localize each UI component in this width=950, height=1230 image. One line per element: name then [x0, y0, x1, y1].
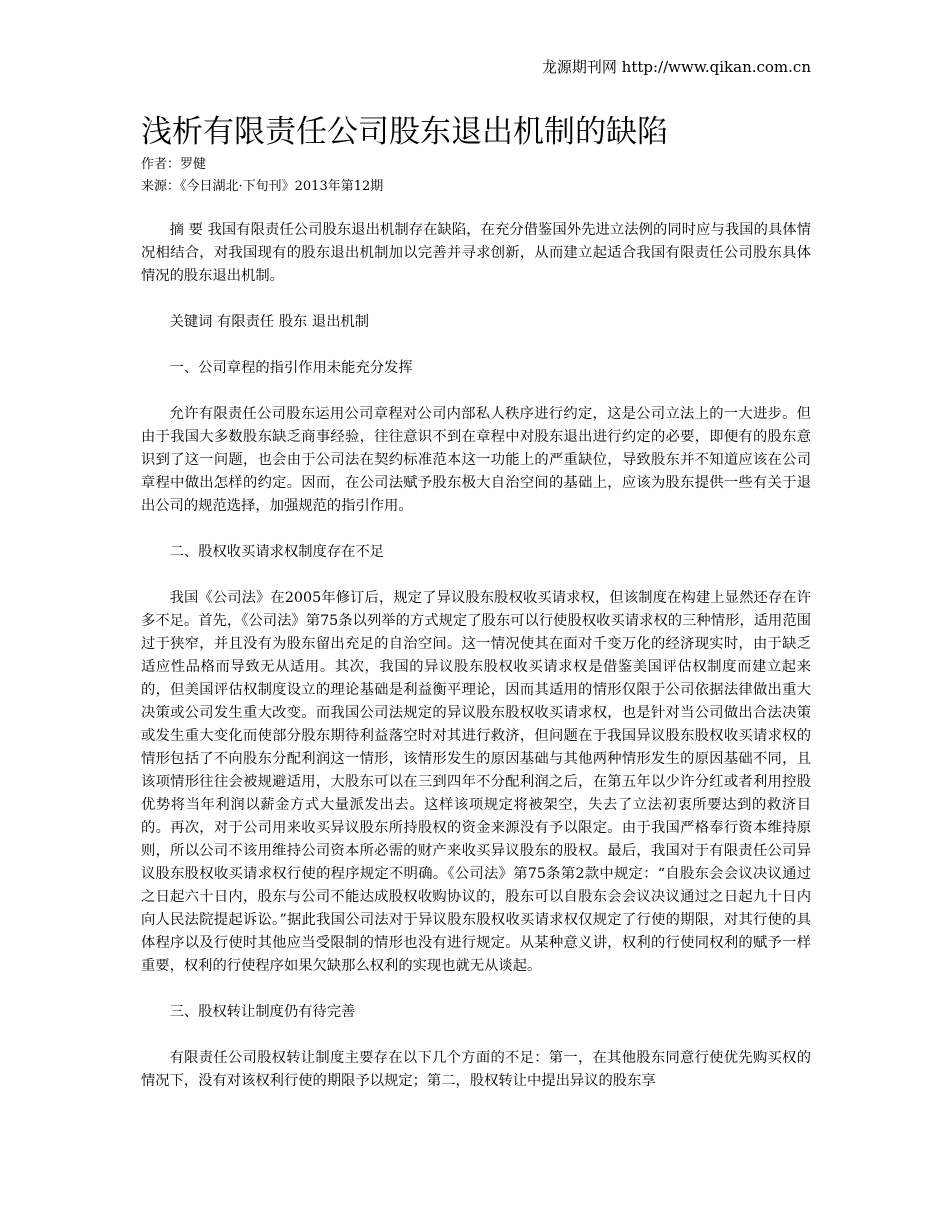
- site-header[interactable]: 龙源期刊网 http://www.qikan.com.cn: [541, 58, 811, 76]
- section-heading-2: 二、股权收买请求权制度存在不足: [169, 544, 385, 560]
- body-paragraph: 允许有限责任公司股东运用公司章程对公司内部私人秩序进行约定，这是公司立法上的一大进步。但由于我国大多数股东缺乏商事经验，往往意识不到在章程中对股东退出进行约定的必要，即便有的股东意识到了这一问题，也会由于公司法在契约标准范本这一功能上的严重缺位，导致股东并不知道应该在公司章程中做出怎样的约定。因而，在公司法赋予股东极大自治空间的基础上，应该为股东提供一些有关于退出公司的规范选择，加强规范的指引作用。: [141, 406, 811, 514]
- abstract-paragraph: 摘 要 我国有限责任公司股东退出机制存在缺陷，在充分借鉴国外先进立法例的同时应与我国的具体情况相结合，对我国现有的股东退出机制加以完善并寻求创新，从而建立起适合我国有限责任公司股东具体情况的股东退出机制。: [141, 222, 811, 284]
- article-author: 作者：罗健: [141, 157, 207, 172]
- article-source: 来源：《今日湖北·下旬刊》2013年第12期: [141, 179, 384, 194]
- article-title: 浅析有限责任公司股东退出机制的缺陷: [141, 114, 668, 150]
- section-heading-1: 一、公司章程的指引作用未能充分发挥: [169, 360, 413, 376]
- body-paragraph: 有限责任公司股权转让制度主要存在以下几个方面的不足：第一，在其他股东同意行使优先购买权的情况下，没有对该权利行使的期限予以规定；第二，股权转让中提出异议的股东享: [141, 1050, 811, 1089]
- section-heading-3: 三、股权转让制度仍有待完善: [169, 1004, 356, 1020]
- article-body: [141, 219, 811, 1116]
- body-paragraph: 我国《公司法》在2005年修订后，规定了异议股东股权收买请求权，但该制度在构建上显然还存在许多不足。首先，《公司法》第75条以列举的方式规定了股东可以行使股权收买请求权的三种情形，适用范围过于狭窄，并且没有为股东留出充足的自治空间。这一情况使其在面对千变万化的经济现实时，由于缺乏适应性品格而导致无从适用。其次，我国的异议股东股权收买请求权是借鉴美国评估权制度而建立起来的，但美国评估权制度设立的理论基础是利益衡平理论，因而其适用的情形仅限于公司依据法律做出重大决策或公司发生重大改变。而我国公司法规定的异议股东股权收买请求权，也是针对当公司做出合法决策或发生重大变化而使部分股东期待利益落空时对其进行救济，但问题在于我国异议股东股权收买请求权的情形包括了不向股东分配利润这一情形，该情形发生的原因基础与其他两种情形发生的原因基础不同，且该项情形往往会被规避适用，大股东可以在三到四年不分配利润之后，在第五年以少许分红或者利用控股优势将当年利润以薪金方式大量派发出去。这样该项规定将被架空，失去了立法初衷所要达到的救济目的。再次，对于公司用来收买异议股东所持股权的资金来源没有予以限定。由于我国严格奉行资本维持原则，所以公司不该用维持公司资本所必需的财产来收买异议股东的股权。最后，我国对于有限责任公司异议股东股权收买请求权行使的程序规定不明确。《公司法》第75条第2款中规定：“自股东会会议决议通过之日起六十日内，股东与公司不能达成股权收购协议的，股东可以自股东会会议决议通过之日起九十日内向人民法院提起诉讼。”据此我国公司法对于异议股东股权收买请求权仅规定了行使的期限，对其行使的具体程序以及行使时其他应当受限制的情形也没有进行规定。从某种意义讲，权利的行使同权利的赋予一样重要，权利的行使程序如果欠缺那么权利的实现也就无从谈起。: [141, 590, 811, 974]
- keywords-paragraph: 关键词 有限责任 股东 退出机制: [169, 314, 370, 330]
